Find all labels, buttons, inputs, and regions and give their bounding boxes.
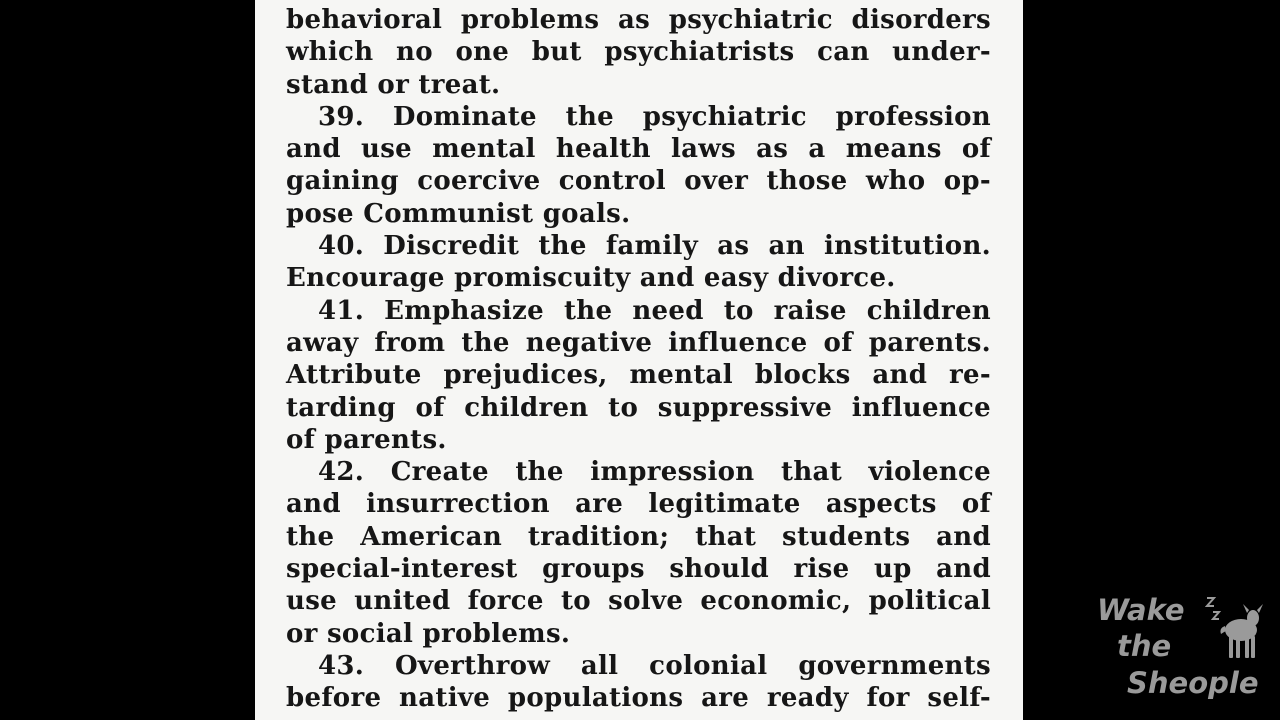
document-text-column [286, 4, 991, 715]
document-line: 41. Emphasize the need to raise children [318, 295, 991, 326]
document-line: 40. Discredit the family as an institution. [318, 231, 991, 262]
document-line: behavioral problems as psychiatric disorders [286, 5, 991, 35]
document-line: which no one but psychiatrists can under- [286, 37, 991, 68]
document-line: 42. Create the impression that violence [318, 457, 991, 488]
document-line: pose Communist goals. [286, 198, 631, 229]
document-line: or social problems. [286, 618, 571, 649]
document-page [255, 0, 1023, 720]
document-line: use united force to solve economic, political [286, 586, 991, 617]
watermark-word-wake: Wake [1097, 593, 1185, 627]
document-line: 43. Overthrow all colonial governments [318, 650, 991, 681]
document-line: special-interest groups should rise up and [286, 554, 991, 585]
document-line: 39. Dominate the psychiatric profession [318, 101, 991, 132]
document-line: and use mental health laws as a means of [286, 134, 991, 165]
document-line: Attribute prejudices, mental blocks and re- [286, 360, 991, 391]
wake-the-sheople-watermark [1093, 590, 1273, 705]
document-line: before native populations are ready for self- [286, 683, 991, 714]
document-line: stand or treat. [286, 69, 501, 100]
document-line: tarding of children to suppressive influence [286, 392, 991, 423]
document-line: and insurrection are legitimate aspects of [286, 489, 991, 520]
watermark-word-sheople: Sheople [1127, 666, 1259, 700]
sleeping-sheep-icon [1205, 596, 1267, 666]
watermark-word-the: the [1117, 629, 1172, 663]
document-line: of parents. [286, 424, 447, 455]
document-line: gaining coercive control over those who op- [286, 166, 991, 197]
document-line: the American tradition; that students and [286, 521, 991, 552]
document-line: Encourage promiscuity and easy divorce. [286, 263, 896, 294]
document-line: away from the negative influence of parents. [286, 327, 991, 358]
